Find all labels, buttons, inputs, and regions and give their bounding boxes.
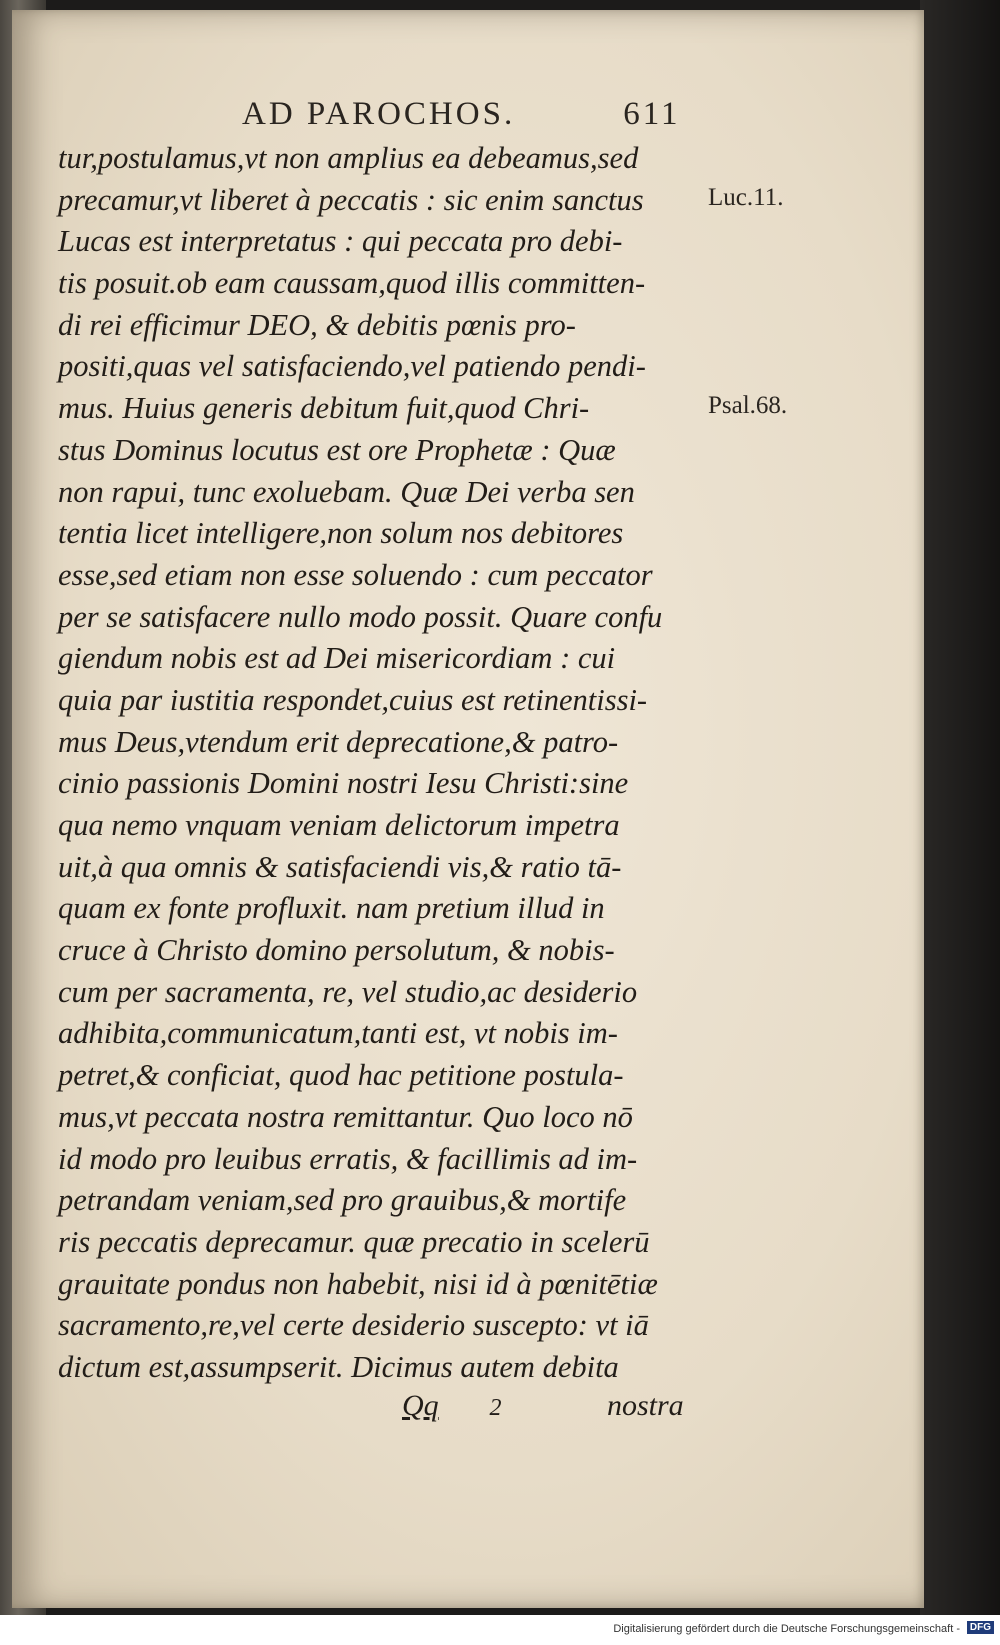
text-line: cum per sacramenta, re, vel studio,ac desiderio (58, 974, 638, 1009)
margin-note: Luc.11. (708, 183, 784, 211)
text-line: esse,sed etiam non esse soluendo : cum peccator (58, 557, 653, 592)
text-line: tentia licet intelligere,non solum nos debitores (58, 516, 624, 551)
book-page (12, 10, 924, 1608)
text-line: petrandam veniam,sed pro grauibus,& mortife (58, 1183, 627, 1218)
text-line: precamur,vt liberet à peccatis : sic enim sanctus (58, 182, 644, 217)
text-line: grauitate pondus non habebit, nisi id à pœnitētiæ (58, 1266, 658, 1301)
text-line: Lucas est interpretatus : qui peccata pro debi- (58, 224, 623, 259)
dfg-logo: DFG (967, 1621, 994, 1634)
text-line: adhibita,communicatum,tanti est, vt nobis im- (58, 1016, 618, 1051)
text-line: stus Dominus locutus est ore Prophetæ : Quæ (58, 432, 616, 467)
text-line: di rei efficimur DEO, & debitis pœnis pro- (58, 307, 576, 342)
text-line: qua nemo vnquam veniam delictorum impetra (58, 808, 620, 842)
text-line: ris peccatis deprecamur. quæ precatio in scelerū (58, 1224, 650, 1259)
signature-mark: Qq (402, 1389, 439, 1422)
text-line: tis posuit.ob eam caussam,quod illis committen- (58, 266, 646, 301)
text-line: id modo pro leuibus erratis, & facillimis ad im- (58, 1141, 638, 1176)
page-edge (920, 0, 1000, 1615)
text-line: quam ex fonte profluxit. nam pretium illud in (58, 891, 605, 926)
text-line: tur,postulamus,vt non amplius ea debeamus,sed (58, 141, 639, 175)
text-line: sacramento,re,vel certe desiderio suscepto: vt iā (58, 1308, 649, 1343)
text-line: mus. Huius generis debitum fuit,quod Chri- (58, 391, 590, 426)
text-line: mus Deus,vtendum erit deprecatione,& patro- (58, 724, 619, 759)
running-head (242, 96, 882, 133)
text-line: non rapui, tunc exoluebam. Quæ Dei verba sen (58, 474, 635, 509)
text-line: uit,à qua omnis & satisfaciendi vis,& ratio tā- (58, 849, 622, 884)
catchword: nostra (607, 1389, 684, 1422)
text-line: giendum nobis est ad Dei misericordiam : cui (58, 641, 616, 676)
footer (0, 1615, 1000, 1645)
running-head-title: AD PAROCHOS. (242, 96, 516, 132)
text-line: per se satisfacere nullo modo possit. Quare confu (58, 599, 663, 634)
text-line: cinio passionis Domini nostri Iesu Christi:sine (58, 766, 629, 801)
text-line: dictum est,assumpserit. Dicimus autem debita (58, 1349, 619, 1384)
text-line: quia par iustitia respondet,cuius est retinentissi- (58, 682, 648, 717)
margin-note: Psal.68. (708, 392, 788, 420)
page-number: 611 (623, 96, 681, 132)
signature-line (402, 1389, 702, 1423)
text-line: petret,& conficiat, quod hac petitione postula- (58, 1058, 624, 1093)
text-line: mus,vt peccata nostra remittantur. Quo loco nō (58, 1099, 633, 1134)
funding-credit: Digitalisierung gefördert durch die Deutsche Forschungsgemeinschaft - (613, 1623, 960, 1635)
body-text (58, 138, 698, 1389)
text-line: cruce à Christo domino persolutum, & nobis- (58, 933, 615, 968)
text-line: positi,quas vel satisfaciendo,vel patiendo pendi- (58, 349, 646, 384)
signature-number: 2 (489, 1395, 502, 1421)
